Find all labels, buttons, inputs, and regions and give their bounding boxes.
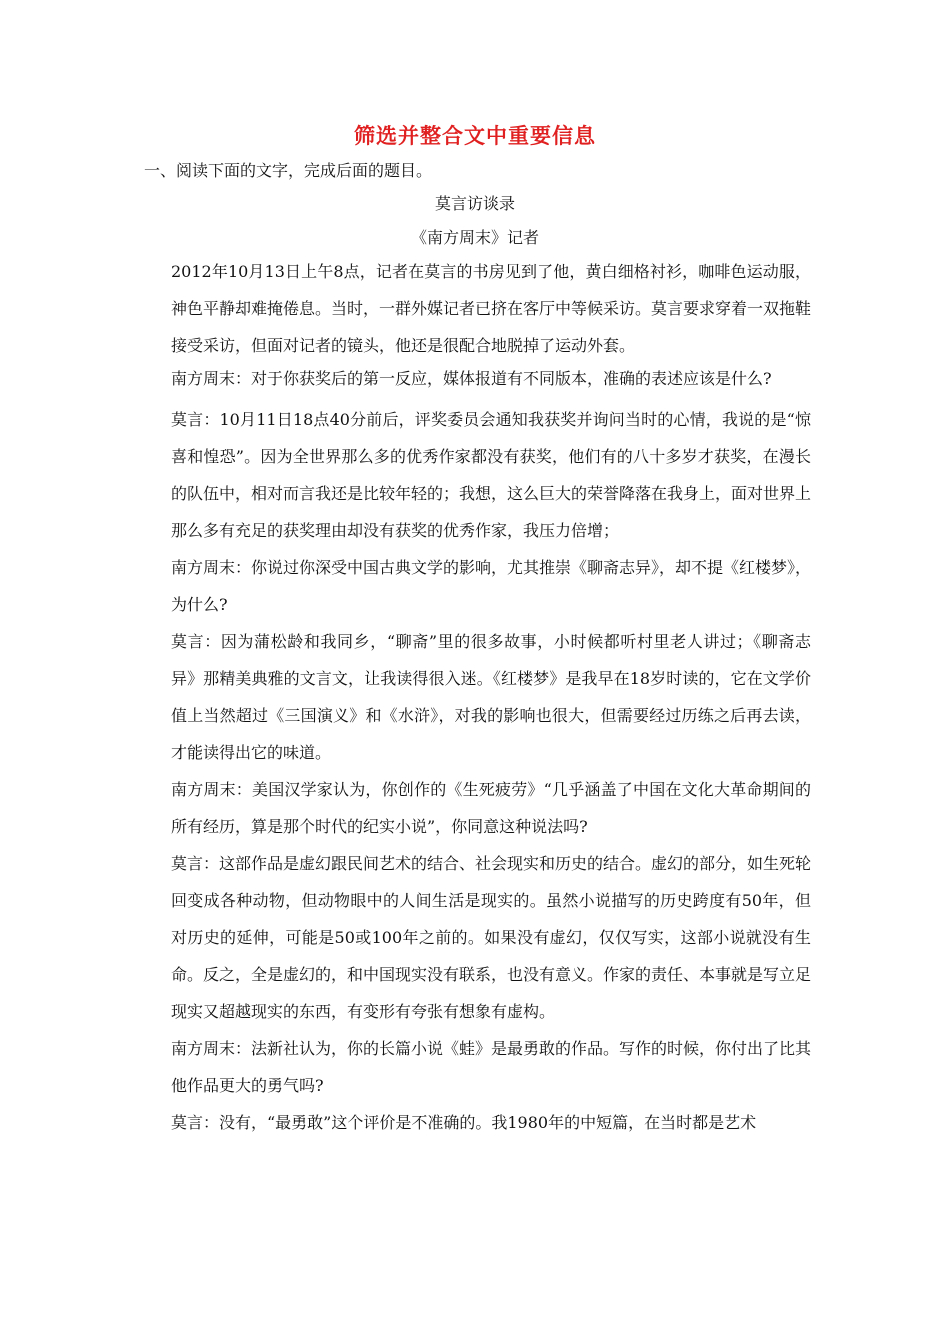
- interview-question: 南方周末：你说过你深受中国古典文学的影响，尤其推崇《聊斋志异》，却不提《红楼梦》，为什么?: [171, 558, 812, 614]
- interview-answer: 莫言：这部作品是虚幻跟民间艺术的结合、社会现实和历史的结合。虚幻的部分，如生死轮回变成各种动物，但动物眼中的人间生活是现实的。虽然小说描写的历史跨度有50年，但对历史的延伸，可能是50或100年之前的。如果没有虚幻，仅仅写实，这部小说就没有生命。反之，全是虚幻的，和中国现实没有联系，也没有意义。作家的责任、本事就是写立足现实又超越现实的东西，有变形有夸张有想象有虚构。: [171, 854, 812, 1021]
- interview-answer: 莫言：因为蒲松龄和我同乡，“聊斋”里的很多故事，小时候都听村里老人讲过；《聊斋志异》那精美典雅的文言文，让我读得很入迷。《红楼梦》是我早在18岁时读的，它在文学价值上当然超过《三国演义》和《水浒》，对我的影响也很大，但需要经过历练之后再去读，才能读得出它的味道。: [171, 632, 811, 762]
- interview-question: 南方周末：法新社认为，你的长篇小说《蛙》是最勇敢的作品。写作的时候，你付出了比其他作品更大的勇气吗?: [171, 1039, 812, 1095]
- article-byline: 《南方周末》记者: [410, 228, 539, 247]
- interview-answer: 莫言：没有，“最勇敢”这个评价是不准确的。我1980年的中短篇，在当时都是艺术: [171, 1113, 757, 1132]
- interview-answer: 莫言：10月11日18点40分前后，评奖委员会通知我获奖并询问当时的心情，我说的是“惊喜和惶恐”。因为全世界那么多的优秀作家都没有获奖，他们有的八十多岁才获奖，在漫长的队伍中，相对而言我还是比较年轻的；我想，这么巨大的荣誉降落在我身上，面对世界上那么多有充足的获奖理由却没有获奖的优秀作家，我压力倍增；: [171, 410, 812, 540]
- question-instruction: 一、阅读下面的文字，完成后面的题目。: [144, 161, 433, 180]
- article-body: [171, 253, 811, 1141]
- article-title: 莫言访谈录: [434, 194, 515, 213]
- document-title: 筛选并整合文中重要信息: [354, 124, 596, 148]
- interview-question: 南方周末：美国汉学家认为，你创作的《生死疲劳》“几乎涵盖了中国在文化大革命期间的所有经历，算是那个时代的纪实小说”，你同意这种说法吗?: [171, 780, 811, 836]
- intro-paragraph: 2012年10月13日上午8点，记者在莫言的书房见到了他，黄白细格衬衫，咖啡色运动服，神色平静却难掩倦息。当时，一群外媒记者已挤在客厅中等候采访。莫言要求穿着一双拖鞋接受采访，但面对记者的镜头，他还是很配合地脱掉了运动外套。: [171, 262, 812, 355]
- interview-question: 南方周末：对于你获奖后的第一反应，媒体报道有不同版本，准确的表述应该是什么?: [171, 369, 772, 388]
